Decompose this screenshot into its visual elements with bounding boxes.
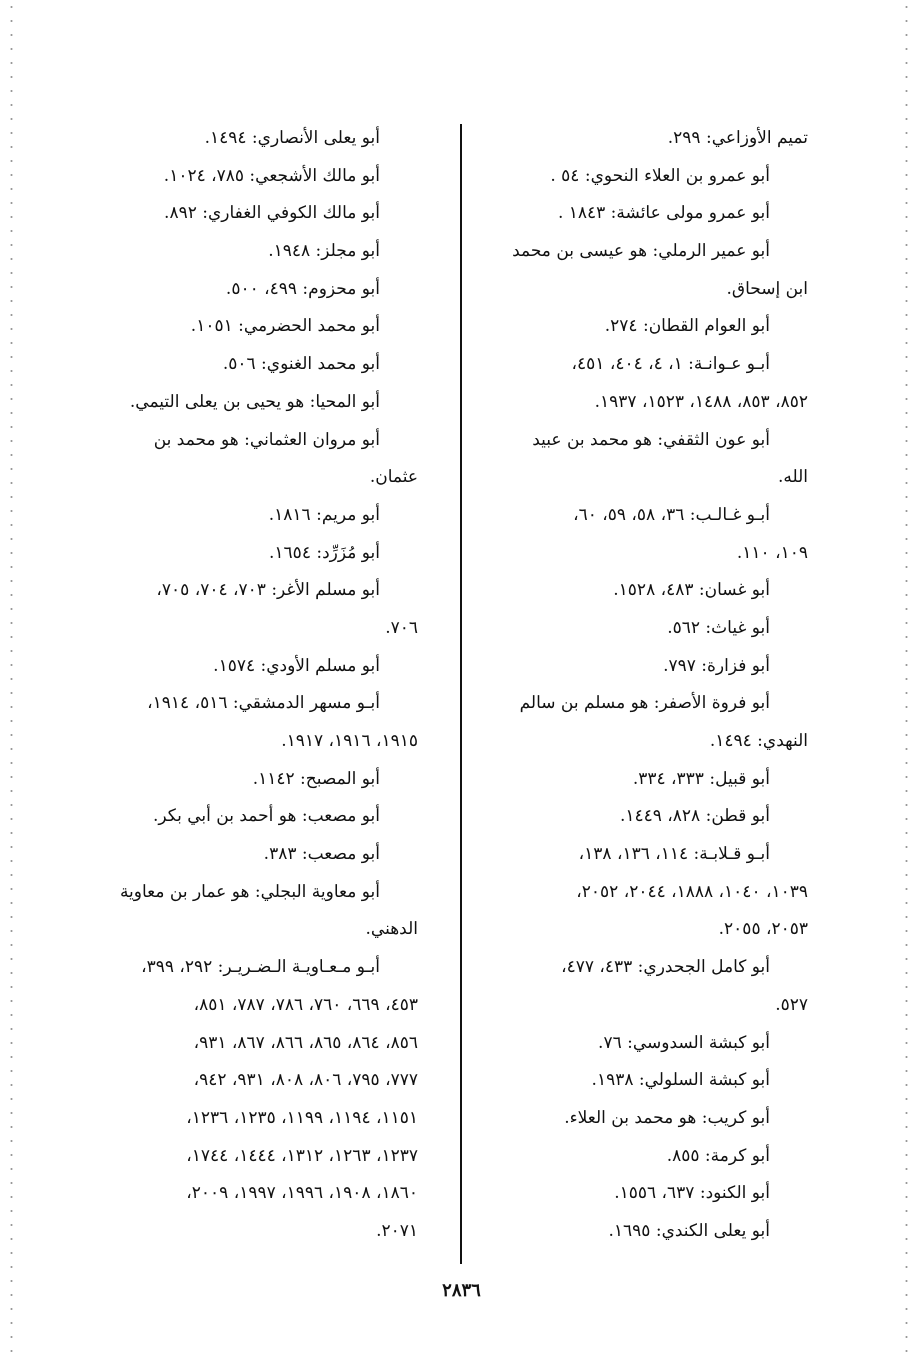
index-line: النهدي: ١٤٩٤. [709, 731, 808, 751]
index-line: أبـو عـوانـة: ١، ٤، ٤٠٤، ٤٥١، [571, 354, 770, 375]
index-line: أبو يعلى الكندي: ١٦٩٥. [608, 1220, 770, 1241]
index-line: ابن إسحاق. [726, 278, 808, 299]
index-line: أبـو قـلابـة: ١١٤، ١٣٦، ١٣٨، [578, 844, 770, 865]
index-line: أبو غياث: ٥٦٢. [667, 617, 770, 638]
index-line: أبو عمرو مولى عائشة: ١٨٤٣ . [557, 203, 770, 224]
index-line: ١٠٣٩، ١٠٤٠، ١٨٨٨، ٢٠٤٤، ٢٠٥٢، [576, 881, 808, 902]
index-column-right [478, 120, 808, 1251]
index-line: الدهني. [365, 919, 418, 940]
index-line: ١١٥١، ١١٩٤، ١١٩٩، ١٢٣٥، ١٢٣٦، [186, 1107, 418, 1128]
index-line: أبو مسلم الأودي: ١٥٧٤. [213, 655, 380, 676]
index-line: أبو فروة الأصفر: هو مسلم بن سالم [519, 693, 770, 714]
index-line: ٨٥٢، ٨٥٣، ١٤٨٨، ١٥٢٣، ١٩٣٧. [594, 391, 808, 412]
index-line: أبـو غـالـب: ٣٦، ٥٨، ٥٩، ٦٠، [573, 504, 770, 525]
index-line: ١٠٩، ١١٠. [736, 542, 808, 563]
index-line: ١٩١٥، ١٩١٦، ١٩١٧. [281, 731, 418, 751]
index-line: عثمان. [369, 467, 418, 488]
index-line: أبـو مسهر الدمشقي: ٥١٦، ١٩١٤، [147, 693, 380, 714]
index-line: أبو عمرو بن العلاء النحوي: ٥٤ . [550, 165, 770, 186]
index-line: أبو مسلم الأغر: ٧٠٣، ٧٠٤، ٧٠٥، [156, 580, 380, 601]
page-number: ٢٨٣٦ [442, 1280, 481, 1301]
index-line: أبو كريب: هو محمد بن العلاء. [564, 1107, 770, 1128]
index-line: أبو عون الثقفي: هو محمد بن عبيد [532, 429, 770, 450]
index-line: ٥٢٧. [775, 994, 808, 1015]
index-line: تميم الأوزاعي: ٢٩٩. [667, 128, 808, 148]
index-line: أبو كبشة السدوسي: ٧٦. [598, 1032, 770, 1053]
index-line: ٧٧٧، ٧٩٥، ٨٠٦، ٨٠٨، ٩٣١، ٩٤٢، [193, 1070, 418, 1091]
index-line: أبو المحيا: هو يحيى بن يعلى التيمي. [129, 391, 380, 412]
index-line: ١٨٦٠، ١٩٠٨، ١٩٩٦، ١٩٩٧، ٢٠٠٩، [186, 1183, 418, 1204]
index-line: أبو مصعب: ٣٨٣. [263, 844, 380, 865]
index-line: أبو قبيل: ٣٣٣، ٣٣٤. [632, 768, 770, 789]
index-line: أبو مُزَرِّد: ١٦٥٤. [269, 542, 380, 563]
index-line: ٤٥٣، ٦٦٩، ٧٦٠، ٧٨٦، ٧٨٧، ٨٥١، [193, 994, 418, 1015]
index-line: أبو مصعب: هو أحمد بن أبي بكر. [152, 806, 380, 827]
index-line: أبو مجلز: ١٩٤٨. [268, 241, 380, 262]
index-line: أبو العوام القطان: ٢٧٤. [604, 316, 770, 337]
index-line: أبو فزارة: ٧٩٧. [663, 655, 770, 676]
index-line: أبو يعلى الأنصاري: ١٤٩٤. [204, 128, 380, 148]
index-line: أبو كبشة السلولي: ١٩٣٨. [591, 1070, 770, 1091]
index-line: أبو الكنود: ٦٣٧، ١٥٥٦. [614, 1183, 770, 1204]
index-line: ٢٠٥٣، ٢٠٥٥. [718, 919, 808, 940]
index-line: ٧٠٦. [385, 617, 418, 638]
index-line: أبو كامل الجحدري: ٤٣٣، ٤٧٧، [561, 957, 770, 978]
index-line: الله. [777, 467, 808, 488]
index-line: أبو محمد الغنوي: ٥٠٦. [222, 354, 380, 375]
index-line: أبو محمد الحضرمي: ١٠٥١. [190, 316, 380, 337]
index-line: أبو مريم: ١٨١٦. [268, 504, 380, 525]
index-line: ١٢٣٧، ١٢٦٣، ١٣١٢، ١٤٤٤، ١٧٤٤، [186, 1145, 418, 1166]
index-column-left [119, 120, 418, 1251]
index-line: أبو مروان العثماني: هو محمد بن [153, 429, 380, 450]
index-line: أبو عمير الرملي: هو عيسى بن محمد [512, 241, 770, 262]
column-divider [460, 124, 462, 1264]
index-line: أبو محزوم: ٤٩٩، ٥٠٠. [225, 278, 380, 299]
index-line: أبو قطن: ٨٢٨، ١٤٤٩. [619, 806, 770, 827]
scan-edge-left [10, 0, 13, 1355]
scan-edge-right [905, 0, 908, 1355]
index-line: أبو معاوية البجلي: هو عمار بن معاوية [119, 881, 380, 902]
index-line: ٢٠٧١. [376, 1220, 418, 1241]
index-line: أبو المصبح: ١١٤٢. [252, 768, 380, 789]
index-line: ٨٥٦، ٨٦٤، ٨٦٥، ٨٦٦، ٨٦٧، ٩٣١، [193, 1032, 418, 1053]
index-line: أبـو مـعـاويـة الـضـريـر: ٢٩٢، ٣٩٩، [141, 957, 380, 978]
index-line: أبو مالك الكوفي الغفاري: ٨٩٢. [164, 203, 380, 224]
index-line: أبو غسان: ٤٨٣، ١٥٢٨. [613, 580, 770, 601]
index-line: أبو كرمة: ٨٥٥. [666, 1145, 770, 1166]
index-line: أبو مالك الأشجعي: ٧٨٥، ١٠٢٤. [163, 165, 380, 186]
